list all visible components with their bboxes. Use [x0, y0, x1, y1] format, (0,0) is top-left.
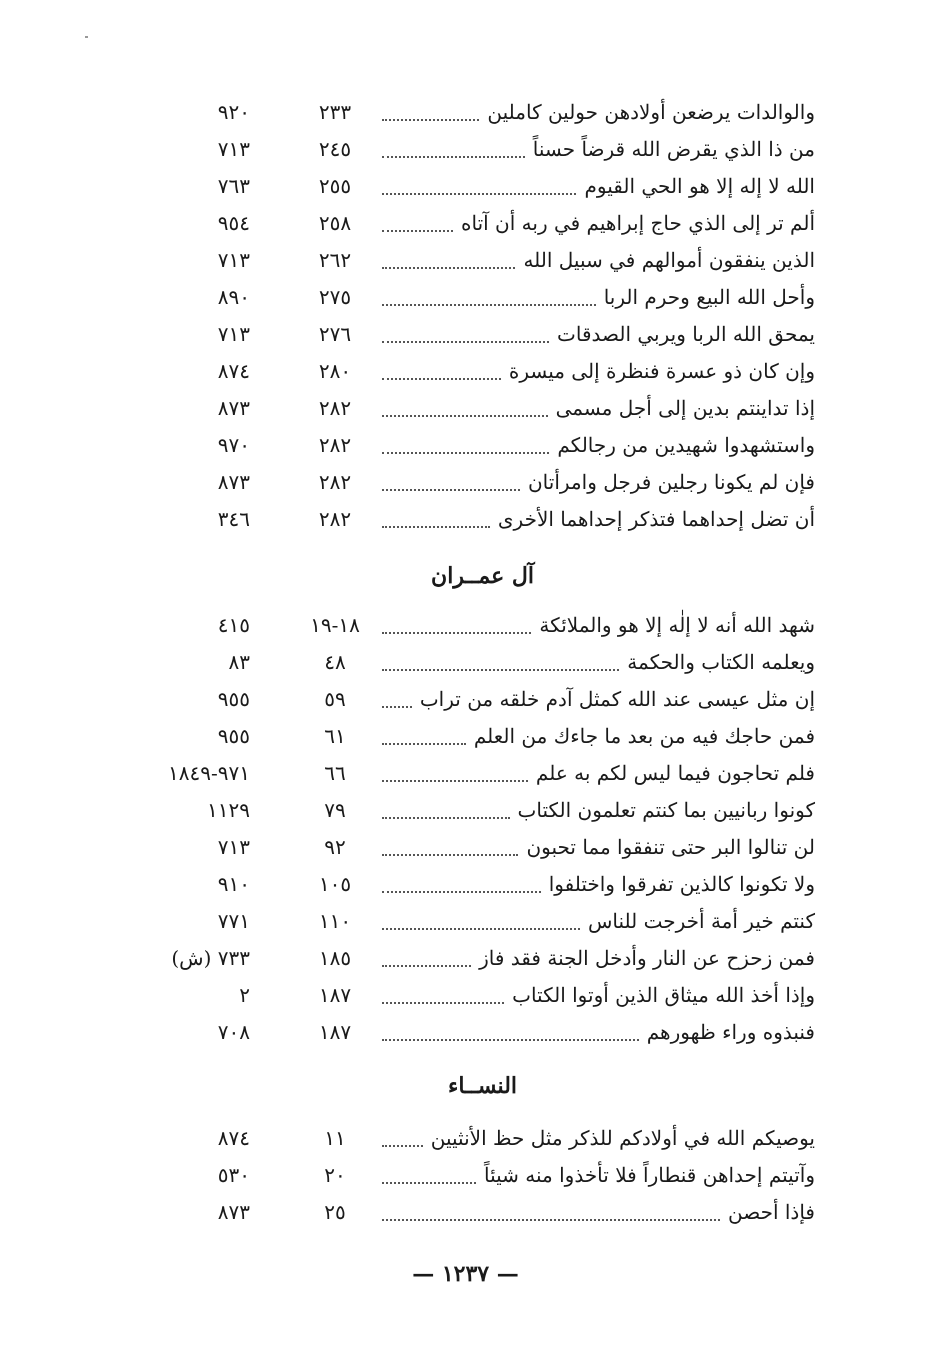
ayah-number: ٢٤٥: [318, 137, 352, 161]
dot-leader: [382, 838, 518, 856]
page-reference: ٧١٣: [217, 248, 250, 272]
ayah-number: ٤٨: [324, 650, 346, 674]
verse-text: ولا تكونوا كالذين تفرقوا واختلفوا: [548, 872, 815, 896]
verse-text: فلم تحاجون فيما ليس لكم به علم: [535, 761, 815, 785]
index-row: [150, 207, 815, 244]
page-reference: ٨٧٣: [217, 470, 250, 494]
index-row: [150, 1016, 815, 1053]
section-nisa-list: [150, 1122, 815, 1233]
page-reference: ٨٣: [228, 650, 250, 674]
dot-leader: [382, 949, 471, 967]
index-row: [150, 757, 815, 794]
dot-leader: [382, 875, 541, 893]
index-row: [150, 392, 815, 429]
index-row: [150, 96, 815, 133]
page-reference: ٤١٥: [217, 613, 250, 637]
dot-leader: [382, 764, 528, 782]
scan-mark: [85, 36, 88, 38]
ayah-number: ٢٣٣: [318, 100, 352, 124]
ayah-number: ٢٨٢: [318, 507, 352, 531]
ayah-number: ٢٨٢: [318, 470, 352, 494]
ayah-number: ٩٢: [324, 835, 346, 859]
index-row: [150, 1159, 815, 1196]
ayah-number: ٢٥٥: [318, 174, 352, 198]
index-row: [150, 683, 815, 720]
section-baqarah-list: [150, 96, 815, 540]
verse-text: فنبذوه وراء ظهورهم: [646, 1020, 815, 1044]
page-reference: ٩٧١-١٨٤٩: [168, 761, 250, 785]
index-row: [150, 942, 815, 979]
verse-text: يمحق الله الربا ويربي الصدقات: [557, 322, 815, 346]
ayah-number: ١١: [324, 1126, 346, 1150]
section-title-nisa: النســاء: [447, 1073, 518, 1099]
page-reference: ٧٧١: [217, 909, 250, 933]
index-row: [150, 1196, 815, 1233]
dot-leader: [382, 727, 466, 745]
page-reference: ٢: [239, 983, 250, 1007]
page-reference: ٨٧٤: [217, 1126, 250, 1150]
dot-leader: [382, 399, 548, 417]
index-row: [150, 355, 815, 392]
dot-leader: [382, 1203, 720, 1221]
verse-text: أن تضل إحداهما فتذكر إحداهما الأخرى: [497, 507, 815, 531]
verse-text: لن تنالوا البر حتى تنفقوا مما تحبون: [526, 835, 815, 859]
section-title-al-imran: آل عمــران: [431, 563, 534, 589]
dot-leader: [382, 103, 479, 121]
ayah-number: ٢٠: [324, 1163, 346, 1187]
verse-text: فمن حاجك فيه من بعد ما جاءك من العلم: [473, 724, 815, 748]
dot-leader: [382, 177, 576, 195]
ayah-number: ١٠٥: [318, 872, 352, 896]
index-row: [150, 868, 815, 905]
ayah-number: ١٨٧: [318, 1020, 352, 1044]
ayah-number: ٥٩: [324, 687, 346, 711]
verse-text: واستشهدوا شهيدين من رجالكم: [557, 433, 815, 457]
page-reference: ٥٣٠: [217, 1163, 250, 1187]
dot-leader: [382, 1166, 476, 1184]
ayah-number: ١٨٧: [318, 983, 352, 1007]
ayah-number: ١٨-١٩: [310, 613, 360, 637]
dot-leader: [382, 616, 531, 634]
index-row: [150, 979, 815, 1016]
page-reference: ٩٥٥: [217, 687, 250, 711]
page-reference: ٨٧٤: [217, 359, 250, 383]
ayah-number: ٢٥٨: [318, 211, 352, 235]
verse-text: وآتيتم إحداهن قنطاراً فلا تأخذوا منه شيئاً: [484, 1163, 815, 1187]
dot-leader: [382, 801, 510, 819]
verse-text: من ذا الذي يقرض الله قرضاً حسناً: [532, 137, 815, 161]
dot-leader: [382, 251, 515, 269]
verse-text: والوالدات يرضعن أولادهن حولين كاملين: [487, 100, 815, 124]
verse-text: فإن لم يكونا رجلين فرجل وامرأتان: [527, 470, 815, 494]
index-row: [150, 609, 815, 646]
page-reference: ٩٥٥: [217, 724, 250, 748]
index-row: [150, 281, 815, 318]
index-row: [150, 503, 815, 540]
dot-leader: [382, 473, 520, 491]
ayah-number: ٦٦: [324, 761, 346, 785]
ayah-number: ١٨٥: [318, 946, 352, 970]
index-row: [150, 646, 815, 683]
verse-text: كونوا ربانيين بما كنتم تعلمون الكتاب: [517, 798, 815, 822]
index-row: [150, 831, 815, 868]
index-row: [150, 794, 815, 831]
ayah-number: ٢٨٢: [318, 396, 352, 420]
section-al-imran-list: [150, 609, 815, 1053]
ayah-number: ٢٨٠: [318, 359, 352, 383]
dot-leader: [382, 214, 453, 232]
ayah-number: ٢٨٢: [318, 433, 352, 457]
page-reference: ٣٤٦: [217, 507, 250, 531]
index-row: [150, 1122, 815, 1159]
dot-leader: [382, 690, 412, 708]
dot-leader: [382, 1129, 423, 1147]
page-reference: ٨٧٣: [217, 396, 250, 420]
page-reference: ٩٧٠: [217, 433, 250, 457]
page-reference: ٨٧٣: [217, 1200, 250, 1224]
dot-leader: [382, 436, 549, 454]
page-reference: ١١٢٩: [207, 798, 250, 822]
verse-text: الذين ينفقون أموالهم في سبيل الله: [523, 248, 815, 272]
dot-leader: [382, 325, 549, 343]
verse-text: وإذا أخذ الله ميثاق الذين أوتوا الكتاب: [512, 983, 815, 1007]
verse-text: إذا تداينتم بدين إلى أجل مسمى: [555, 396, 815, 420]
dot-leader: [382, 1023, 639, 1041]
page-reference: ٧١٣: [217, 137, 250, 161]
index-row: [150, 720, 815, 757]
verse-text: إن مثل عيسى عند الله كمثل آدم خلقه من تراب: [419, 687, 815, 711]
dot-leader: [382, 288, 596, 306]
dot-leader: [382, 912, 580, 930]
page-reference: ٧٦٣: [217, 174, 250, 198]
verse-text: كنتم خير أمة أخرجت للناس: [588, 909, 815, 933]
page-reference: ٩٢٠: [217, 100, 250, 124]
dot-leader: [382, 653, 619, 671]
verse-text: فإذا أحصن: [728, 1200, 815, 1224]
verse-text: فمن زحزح عن النار وأدخل الجنة فقد فاز: [479, 946, 815, 970]
verse-text: يوصيكم الله في أولادكم للذكر مثل حظ الأنثيين: [430, 1126, 815, 1150]
ayah-number: ٧٩: [324, 798, 346, 822]
verse-text: وأحل الله البيع وحرم الربا: [603, 285, 815, 309]
ayah-number: ٢٥: [324, 1200, 346, 1224]
ayah-number: ٢٧٦: [318, 322, 352, 346]
page-reference: ٧١٣: [217, 322, 250, 346]
verse-text: الله لا إله إلا هو الحي القيوم: [584, 174, 815, 198]
index-row: [150, 170, 815, 207]
page-reference: ٧٠٨: [217, 1020, 250, 1044]
dot-leader: [382, 140, 525, 158]
dot-leader: [382, 510, 490, 528]
page-reference: ٧١٣: [217, 835, 250, 859]
page-reference: ٩١٠: [217, 872, 250, 896]
dot-leader: [382, 362, 501, 380]
verse-text: وإن كان ذو عسرة فنظرة إلى ميسرة: [508, 359, 815, 383]
page-number: — ١٢٣٧ —: [412, 1261, 519, 1287]
page-reference: ٧٣٣ (ش): [171, 946, 250, 970]
index-row: [150, 429, 815, 466]
index-row: [150, 466, 815, 503]
ayah-number: ١١٠: [318, 909, 352, 933]
page-reference: ٨٩٠: [217, 285, 250, 309]
index-row: [150, 244, 815, 281]
ayah-number: ٦١: [324, 724, 346, 748]
verse-text: ويعلمه الكتاب والحكمة: [627, 650, 815, 674]
index-row: [150, 905, 815, 942]
verse-text: ألم تر إلى الذي حاج إبراهيم في ربه أن آتاه: [461, 211, 815, 235]
page-reference: ٩٥٤: [217, 211, 250, 235]
ayah-number: ٢٦٢: [318, 248, 352, 272]
dot-leader: [382, 986, 504, 1004]
index-row: [150, 318, 815, 355]
verse-text: شهد الله أنه لا إلٰه إلا هو والملائكة: [539, 613, 815, 637]
index-row: [150, 133, 815, 170]
ayah-number: ٢٧٥: [318, 285, 352, 309]
